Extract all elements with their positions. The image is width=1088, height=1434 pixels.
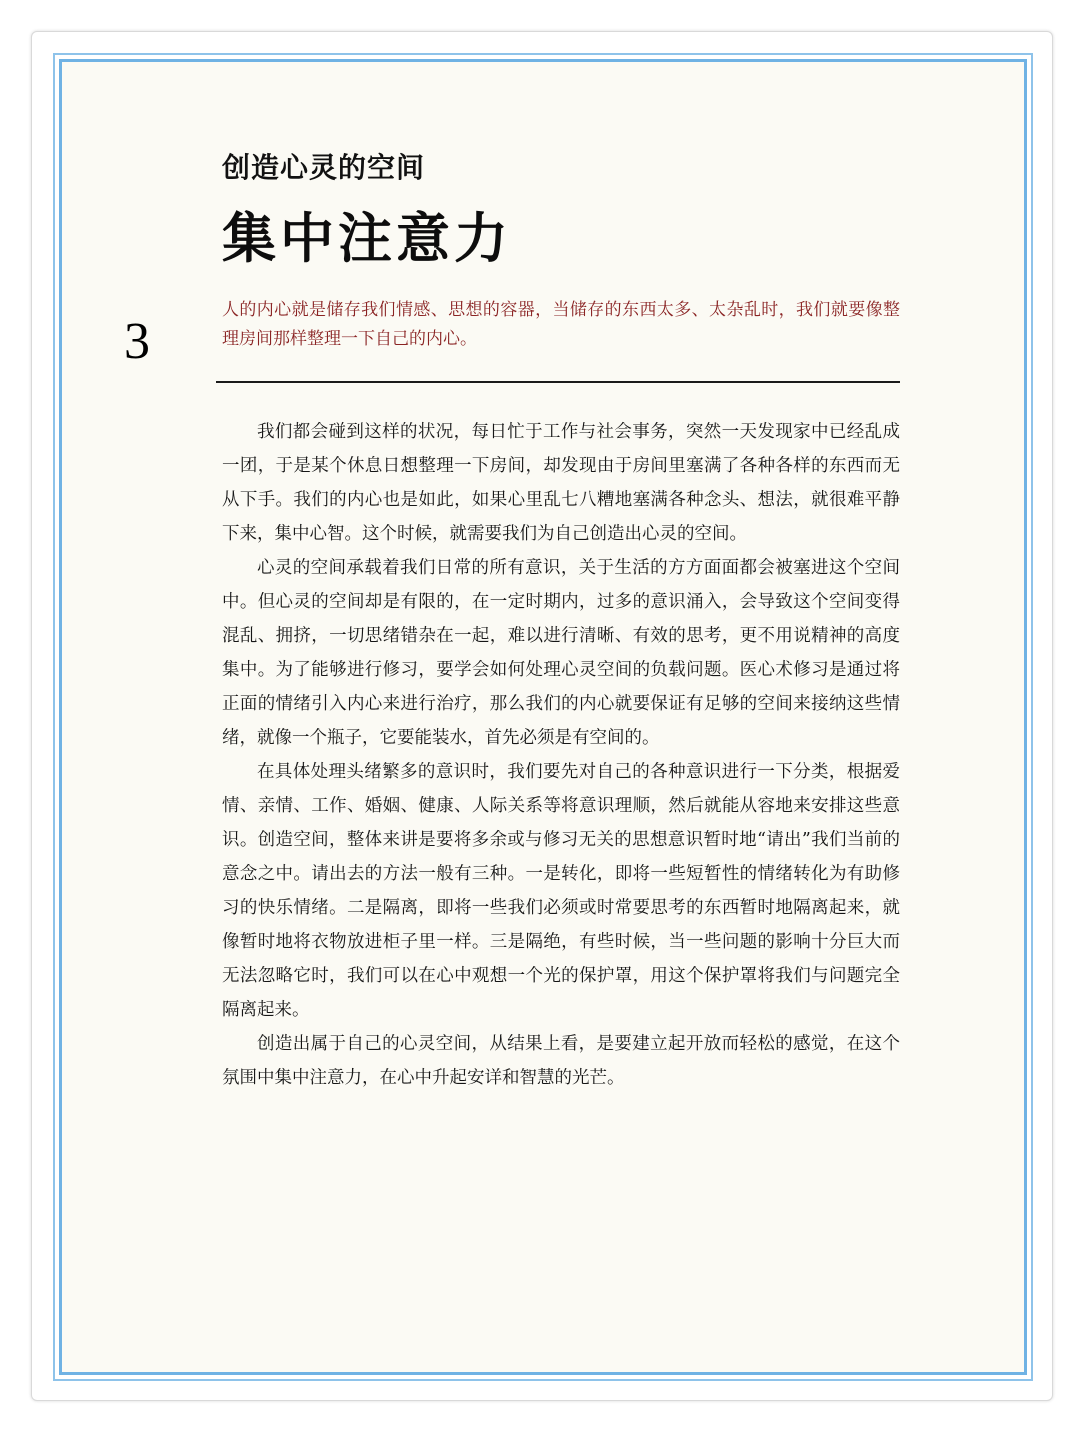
chapter-number: 3	[124, 313, 150, 370]
paragraph-3: 在具体处理头绪繁多的意识时，我们要先对自己的各种意识进行一下分类，根据爱情、亲情、工作、婚姻、健康、人际关系等将意识理顺，然后就能从容地来安排这些意识。创造空间，整体来讲是要将多余或与修习无关的思想意识暂时地“请出”我们当前的意念之中。请出去的方法一般有三种。一是转化，即将一些短暂性的情绪转化为有助修习的快乐情绪。二是隔离，即将一些我们必须或时常要思考的东西暂时地隔离起来，就像暂时地将衣物放进柜子里一样。三是隔绝，有些时候，当一些问题的影响十分巨大而无法忽略它时，我们可以在心中观想一个光的保护罩，用这个保护罩将我们与问题完全隔离起来。	[222, 762, 900, 1020]
intro-text: 人的内心就是储存我们情感、思想的容器，当储存的东西太多、太杂乱时，我们就要像整理房间那样整理一下自己的内心。	[222, 300, 900, 349]
paragraph-4: 创造出属于自己的心灵空间，从结果上看，是要建立起开放而轻松的感觉，在这个氛围中集中注意力，在心中升起安详和智慧的光芒。	[222, 1034, 900, 1088]
section-subtitle: 创造心灵的空间	[222, 151, 426, 184]
paragraph-1: 我们都会碰到这样的状况，每日忙于工作与社会事务，突然一天发现家中已经乱成一团，于是某个休息日想整理一下房间，却发现由于房间里塞满了各种各样的东西而无从下手。我们的内心也是如此，如果心里乱七八糟地塞满各种念头、想法，就很难平静下来，集中心智。这个时候，就需要我们为自己创造出心灵的空间。	[222, 422, 900, 544]
body-text	[222, 415, 900, 1095]
paragraph-2: 心灵的空间承载着我们日常的所有意识，关于生活的方方面面都会被塞进这个空间中。但心灵的空间却是有限的，在一定时期内，过多的意识涌入，会导致这个空间变得混乱、拥挤，一切思绪错杂在一起，难以进行清晰、有效的思考，更不用说精神的高度集中。为了能够进行修习，要学会如何处理心灵空间的负载问题。医心术修习是通过将正面的情绪引入内心来进行治疗，那么我们的内心就要保证有足够的空间来接纳这些情绪，就像一个瓶子，它要能装水，首先必须是有空间的。	[222, 558, 900, 748]
divider-line	[216, 381, 900, 383]
page-title: 集中注意力	[222, 206, 512, 270]
